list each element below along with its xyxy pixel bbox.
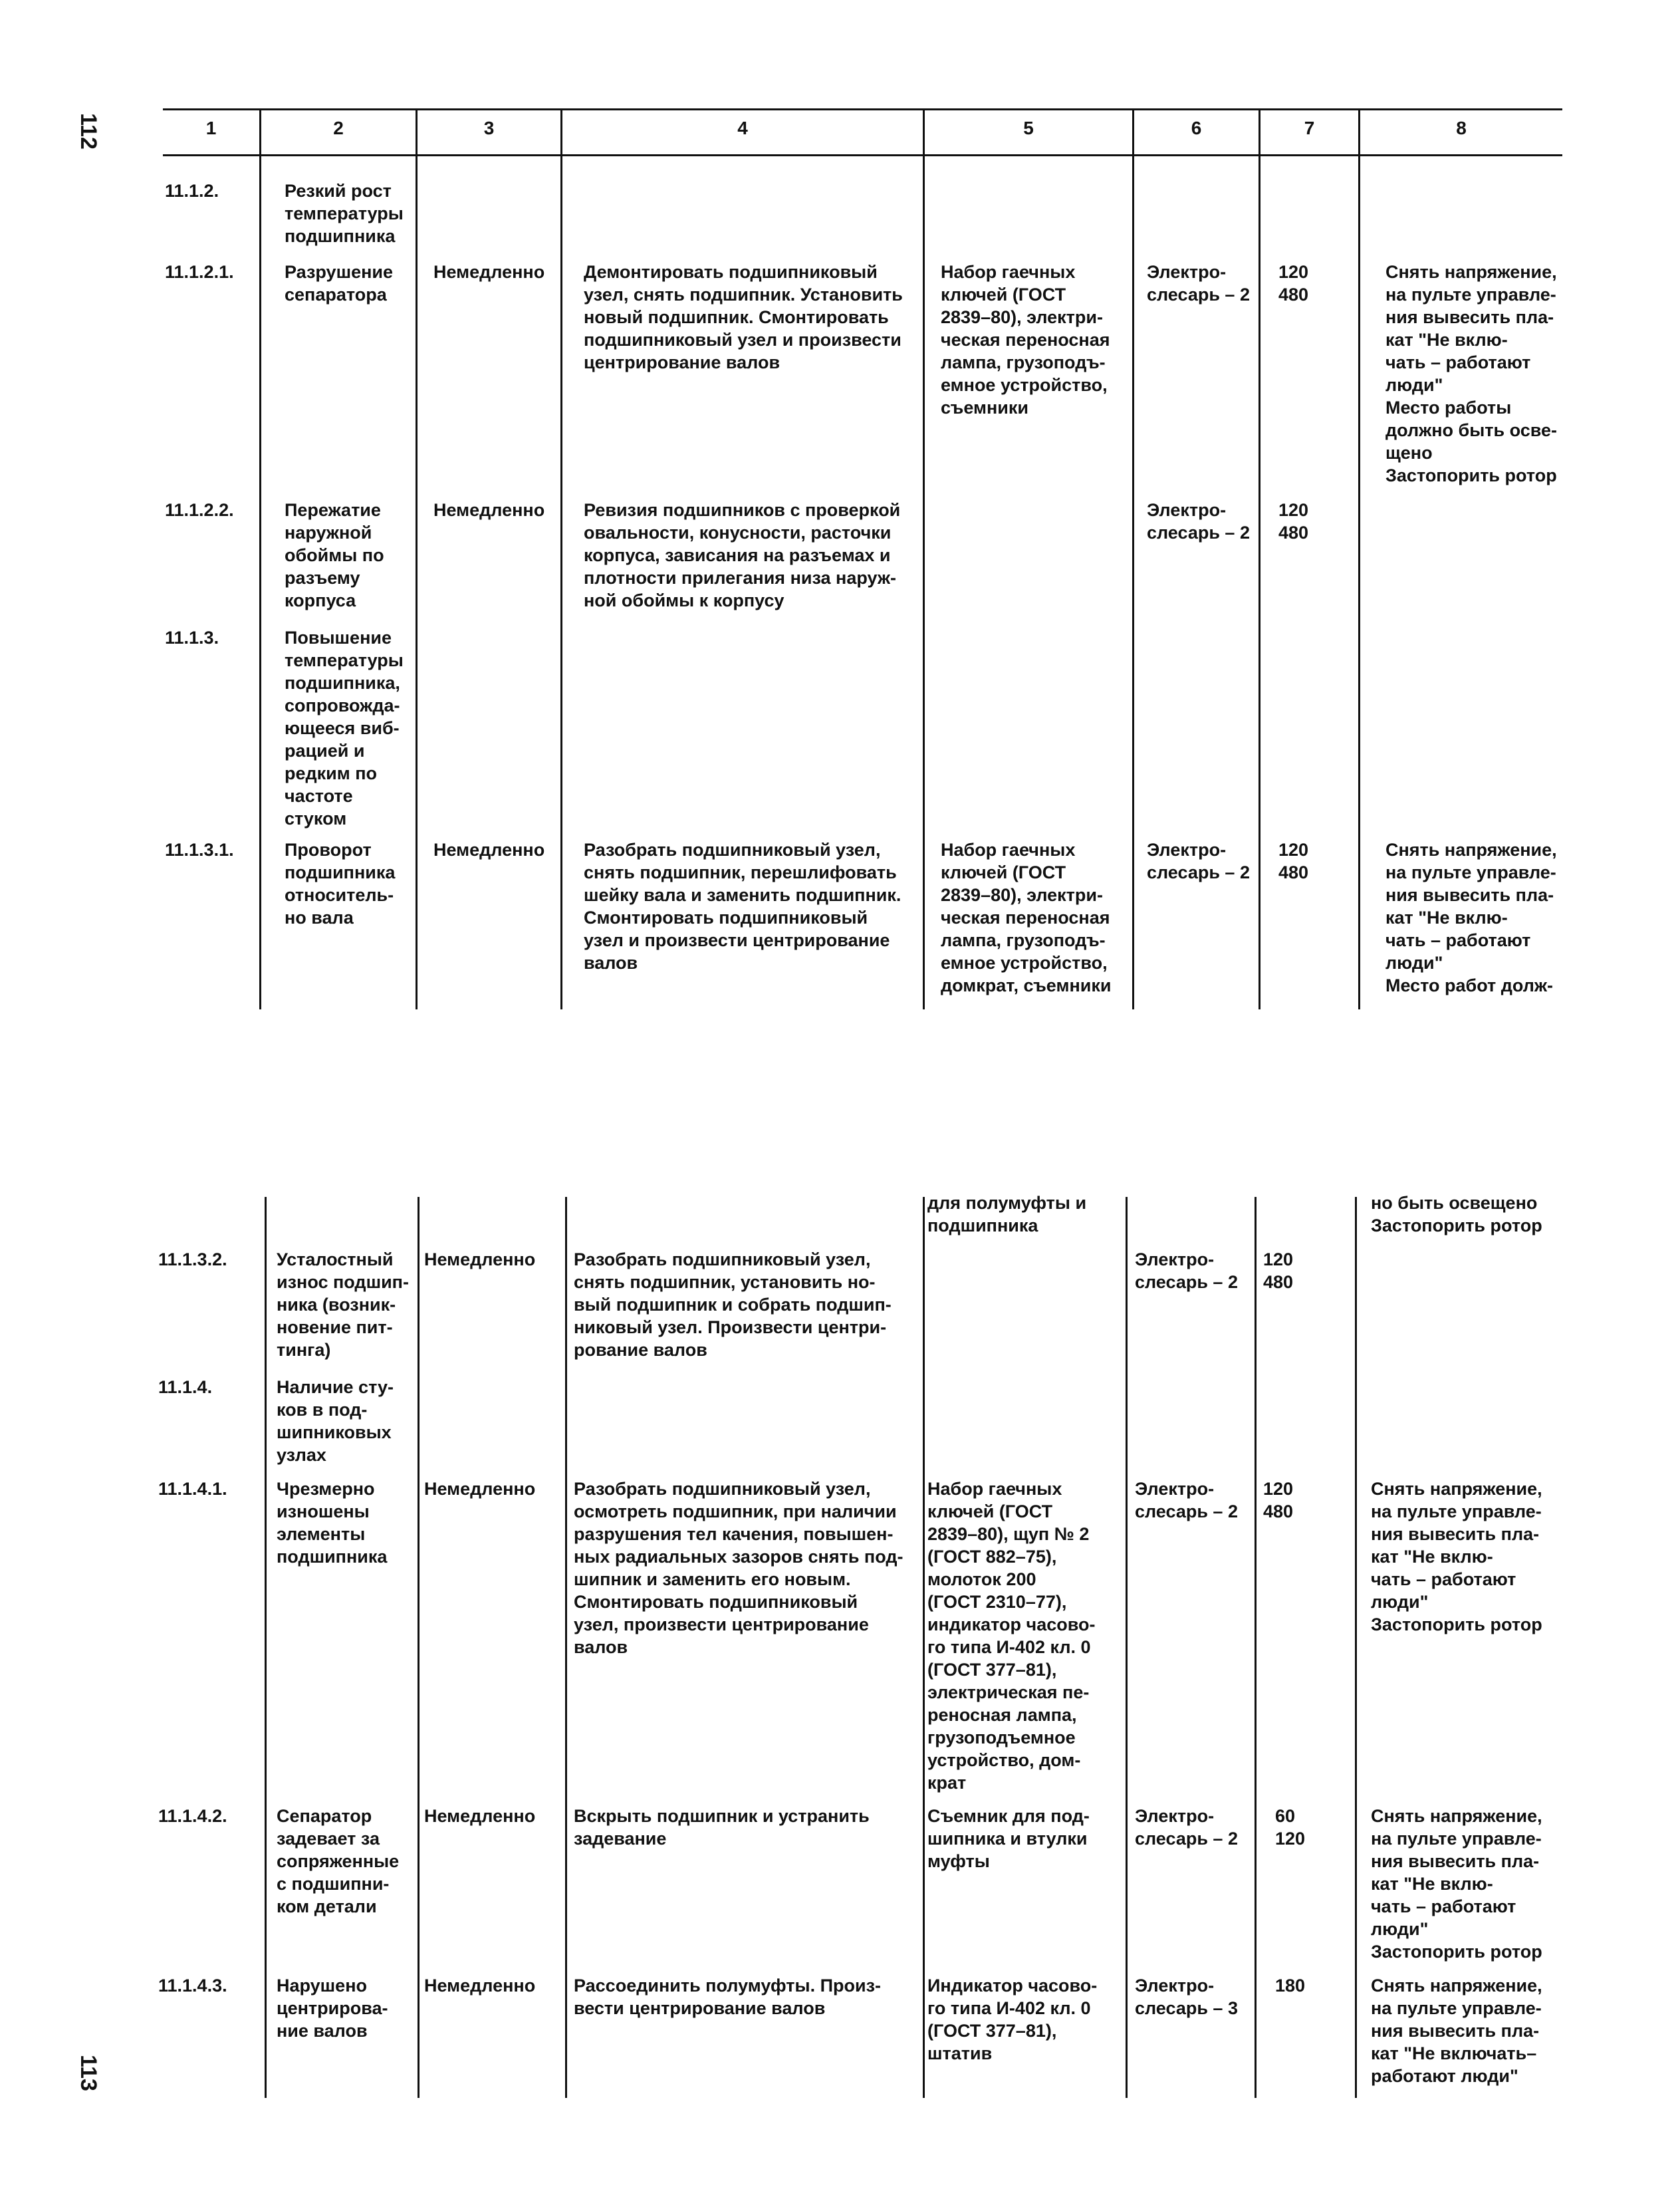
time: 120 480 (1278, 500, 1309, 543)
fault-description: Чрезмерно изношены элементы подшипника (277, 1479, 388, 1567)
action: Вскрыть подшипник и устранить задевание (574, 1806, 870, 1849)
action: Разобрать подшипниковый узел, снять подшипник, перешлифовать шейку вала и заменить подшипник. Смонтировать подшипниковый узел и произвести центрирование валов (584, 840, 901, 973)
urgency: Немедленно (433, 500, 545, 520)
row-id: 11.1.4. (158, 1377, 213, 1397)
tools: Индикатор часово- го типа И-402 кл. 0 (ГОСТ 377–81), штатив (927, 1976, 1098, 2063)
col-divider (1132, 108, 1134, 1009)
personnel: Электро- слесарь – 2 (1147, 500, 1250, 543)
urgency: Немедленно (433, 262, 545, 282)
header-col-7: 7 (1304, 118, 1315, 138)
personnel: Электро- слесарь – 2 (1135, 1249, 1238, 1292)
page-number-top: 112 (76, 113, 101, 150)
action: Разобрать подшипниковый узел, снять подшипник, установить но- вый подшипник и собрать подшип- никовый узел. Произвести центри- рование валов (574, 1249, 892, 1360)
col-divider (1358, 108, 1360, 1009)
tools: Набор гаечных ключей (ГОСТ 2839–80), электри- ческая переносная лампа, грузоподъ- емное устройство, домкрат, съемники (941, 840, 1112, 995)
header-col-3: 3 (483, 118, 495, 138)
fault-description: Нарушено центрирова- ние валов (277, 1976, 388, 2041)
personnel: Электро- слесарь – 3 (1135, 1976, 1238, 2018)
tools-continued: для полумуфты и подшипника (927, 1193, 1087, 1235)
col-divider (1259, 108, 1260, 1009)
col-divider (923, 1197, 925, 2098)
col-divider (560, 108, 562, 1009)
col-divider (265, 1197, 267, 2098)
urgency: Немедленно (424, 1976, 536, 1996)
personnel: Электро- слесарь – 2 (1135, 1806, 1238, 1849)
personnel: Электро- слесарь – 2 (1135, 1479, 1238, 1521)
tools: Набор гаечных ключей (ГОСТ 2839–80), щуп № 2 (ГОСТ 882–75), молоток 200 (ГОСТ 2310–77), индикатор часово- го типа И-402 кл. 0 (ГОСТ 377–81), электрическая пе- реносная лампа, грузоподъемное устройство, дом- крат (927, 1479, 1096, 1793)
tools: Набор гаечных ключей (ГОСТ 2839–80), электри- ческая переносная лампа, грузоподъ- емное устройство, съемники (941, 262, 1110, 418)
fault-description: Сепаратор задевает за сопряженные с подшипни- ком детали (277, 1806, 400, 1916)
urgency: Немедленно (424, 1479, 536, 1499)
time: 120 480 (1263, 1479, 1294, 1521)
fault-description: Повышение температуры подшипника, сопровожда- ющееся виб- рацией и редким по частоте стуком (285, 628, 404, 829)
header-col-1: 1 (205, 118, 217, 138)
fault-description: Разрушение сепаратора (285, 262, 394, 305)
safety: Снять напряжение, на пульте управле- ния вывесить пла- кат "Не вклю- чать – работают люди" Место работы должно быть осве- щено Застопорить ротор (1385, 262, 1558, 485)
fault-description: Проворот подшипника относитель- но вала (285, 840, 396, 928)
fault-description: Усталостный износ подшип- ника (возник- новение пит- тинга) (277, 1249, 409, 1360)
personnel: Электро- слесарь – 2 (1147, 840, 1250, 882)
col-divider (565, 1197, 567, 2098)
col-divider (1126, 1197, 1128, 2098)
safety: Снять напряжение, на пульте управле- ния вывесить пла- кат "Не вклю- чать – работают люди" Место работ долж- (1385, 840, 1557, 995)
row-id: 11.1.4.2. (158, 1806, 227, 1826)
row-id: 11.1.3.2. (158, 1249, 227, 1269)
safety: Снять напряжение, на пульте управле- ния вывесить пла- кат "Не вклю- чать – работают люди" Застопорить ротор (1371, 1479, 1542, 1634)
personnel: Электро- слесарь – 2 (1147, 262, 1250, 305)
row-id: 11.1.2. (165, 181, 219, 201)
header-col-6: 6 (1191, 118, 1202, 138)
time: 180 (1275, 1976, 1306, 1996)
page-number-bottom: 113 (76, 2055, 101, 2091)
time: 120 480 (1263, 1249, 1294, 1292)
safety-continued: но быть освещено Застопорить ротор (1371, 1193, 1542, 1235)
row-id: 11.1.2.2. (165, 500, 234, 520)
action: Демонтировать подшипниковый узел, снять подшипник. Установить новый подшипник. Смонтировать подшипниковый узел и произвести центрирование валов (584, 262, 903, 372)
urgency: Немедленно (424, 1249, 536, 1269)
action: Ревизия подшипников с проверкой овальности, конусности, расточки корпуса, зависания на разъемах и плотности прилегания низа наруж- ной обоймы к корпусу (584, 500, 901, 610)
action: Рассоединить полумуфты. Произ- вести центрирование валов (574, 1976, 881, 2018)
header-col-8: 8 (1456, 118, 1467, 138)
fault-description: Пережатие наружной обоймы по разъему корпуса (285, 500, 384, 610)
fault-description: Резкий рост температуры подшипника (285, 181, 404, 246)
header-col-4: 4 (737, 118, 748, 138)
time: 120 480 (1278, 262, 1309, 305)
table-top-rule (163, 108, 1562, 110)
row-id: 11.1.2.1. (165, 262, 234, 282)
safety: Снять напряжение, на пульте управле- ния вывесить пла- кат "Не включать– работают люди" (1371, 1976, 1542, 2086)
row-id: 11.1.3. (165, 628, 219, 648)
col-divider (418, 1197, 420, 2098)
col-divider (1355, 1197, 1357, 2098)
header-bottom-rule (163, 154, 1562, 156)
urgency: Немедленно (433, 840, 545, 860)
header-col-2: 2 (333, 118, 344, 138)
row-id: 11.1.4.1. (158, 1479, 227, 1499)
safety: Снять напряжение, на пульте управле- ния вывесить пла- кат "Не вклю- чать – работают люди" Застопорить ротор (1371, 1806, 1542, 1962)
row-id: 11.1.4.3. (158, 1976, 227, 1996)
header-col-5: 5 (1023, 118, 1034, 138)
action: Разобрать подшипниковый узел, осмотреть подшипник, при наличии разрушения тел качения, повышен- ных радиальных зазоров снять под- шипник и заменить его новым. Смонтировать подшипниковый узел, произвести центрирование валов (574, 1479, 903, 1657)
col-divider (923, 108, 925, 1009)
tools: Съемник для под- шипника и втулки муфты (927, 1806, 1090, 1871)
time: 60 120 (1275, 1806, 1306, 1849)
col-divider (416, 108, 418, 1009)
col-divider (1255, 1197, 1257, 2098)
col-divider (259, 108, 261, 1009)
time: 120 480 (1278, 840, 1309, 882)
row-id: 11.1.3.1. (165, 840, 234, 860)
fault-description: Наличие сту- ков в под- шипниковых узлах (277, 1377, 394, 1465)
urgency: Немедленно (424, 1806, 536, 1826)
